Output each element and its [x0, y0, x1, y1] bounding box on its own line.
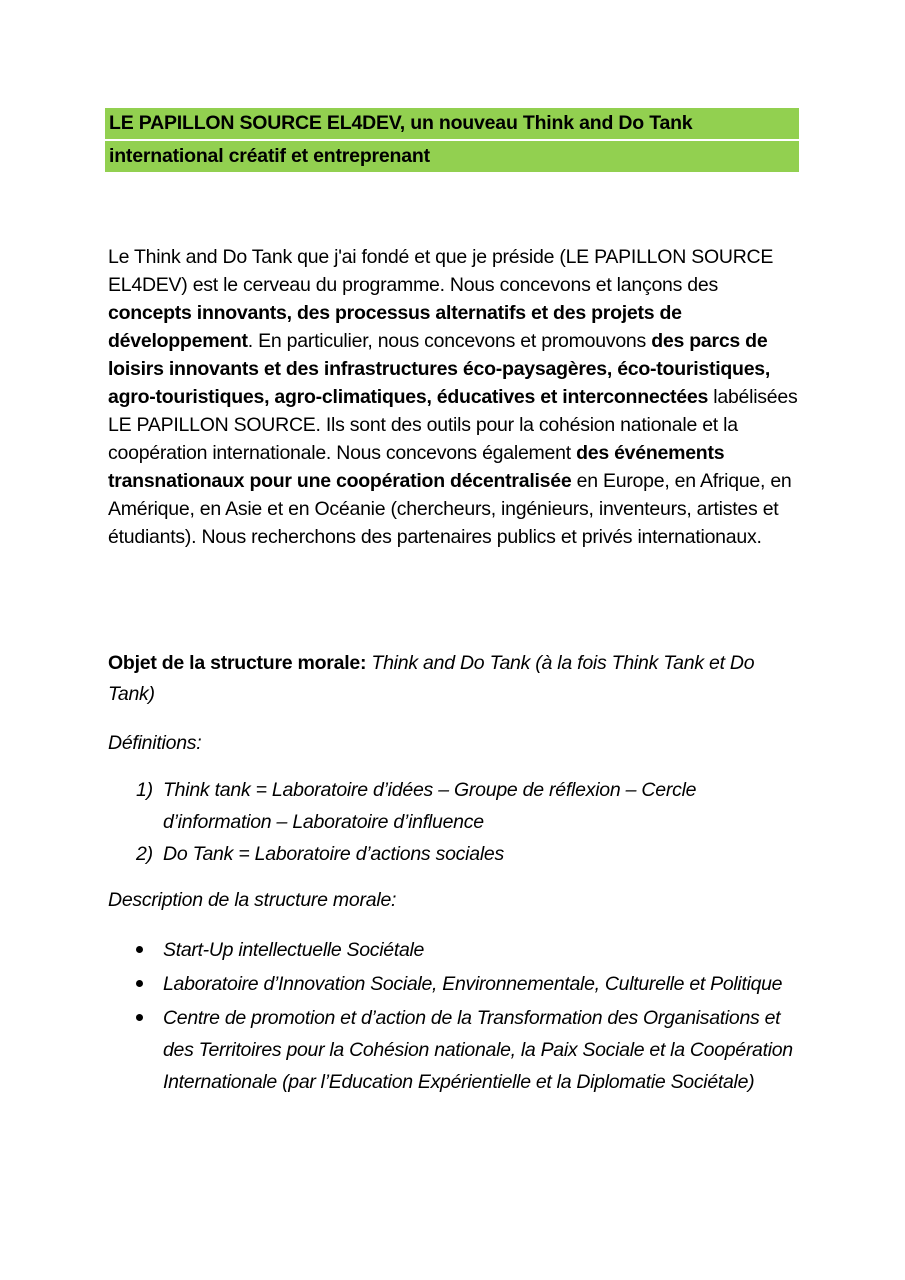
description-item: [108, 934, 808, 966]
definitions-heading: Définitions:: [108, 732, 202, 754]
intro-text-3: labélisées LE PAPILLON SOURCE. Ils sont des outils pour la cohésion nationale et la coopération internationale. Nous concevons également: [108, 386, 798, 464]
intro-paragraph: [108, 243, 798, 551]
definition-item: [108, 838, 798, 870]
description-text: Centre de promotion et d’action de la Transformation des Organisations et des Territoires pour la Cohésion nationale, la Paix Sociale et la Coopération Internationale (par l’Education Expérientielle et la Diplomatie Sociétale): [163, 1007, 793, 1093]
definition-text: Do Tank = Laboratoire d’actions sociales: [163, 843, 505, 865]
description-item: [108, 1002, 808, 1098]
description-list: [108, 934, 808, 1100]
definition-marker: 2): [136, 843, 153, 865]
document-title: [105, 108, 799, 172]
intro-text-1: Le Think and Do Tank que j'ai fondé et que je préside (LE PAPILLON SOURCE EL4DEV) est le cerveau du programme. Nous concevons et lançons des: [108, 246, 774, 296]
objet-paragraph: [108, 648, 798, 710]
definition-marker: 1): [136, 779, 153, 801]
description-heading: Description de la structure morale:: [108, 889, 397, 911]
intro-bold-2: des parcs de loisirs innovants et des infrastructures éco-paysagères, éco-touristiques, agro-touristiques, agro-climatiques, éducatives et interconnectées: [108, 330, 771, 408]
intro-bold-3: des événements transnationaux pour une coopération décentralisée: [108, 442, 725, 492]
description-text: Start-Up intellectuelle Sociétale: [163, 939, 425, 961]
bullet-dot-icon: [136, 1014, 143, 1021]
definition-text: Think tank = Laboratoire d’idées – Groupe de réflexion – Cercle d’information – Laboratoire d’influence: [163, 779, 697, 833]
definitions-list: [108, 774, 798, 870]
description-item: [108, 968, 808, 1000]
objet-label: Objet de la structure morale:: [108, 652, 367, 674]
title-line-1: LE PAPILLON SOURCE EL4DEV, un nouveau Think and Do Tank: [105, 108, 799, 139]
title-line-2: international créatif et entreprenant: [105, 141, 799, 172]
intro-text-4: en Europe, en Afrique, en Amérique, en Asie et en Océanie (chercheurs, ingénieurs, inventeurs, artistes et étudiants). Nous recherchons des partenaires publics et privés internationaux.: [108, 470, 792, 548]
description-text: Laboratoire d’Innovation Sociale, Environnementale, Culturelle et Politique: [163, 973, 783, 995]
bullet-dot-icon: [136, 980, 143, 987]
intro-text-2: . En particulier, nous concevons et promouvons: [247, 330, 652, 352]
definition-item: [108, 774, 798, 838]
objet-value: Think and Do Tank (à la fois Think Tank et Do Tank): [108, 652, 755, 705]
bullet-dot-icon: [136, 946, 143, 953]
intro-bold-1: concepts innovants, des processus alternatifs et des projets de développement: [108, 302, 682, 352]
